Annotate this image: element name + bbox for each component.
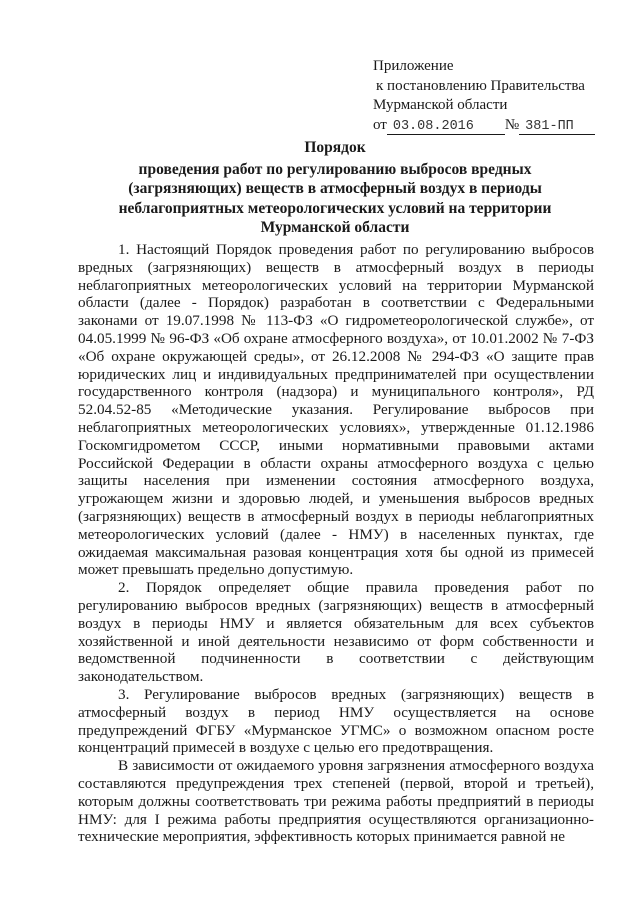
title-heading: Порядок xyxy=(304,139,366,156)
appendix-label: Приложение xyxy=(373,58,454,74)
number-label: № xyxy=(504,116,520,133)
paragraph-3: 3. Регулирование выбросов вредных (загрязняющих) веществ в атмосферный воздух в период НМУ осуществляется на основе предупреждений ФГБУ «Мурманское УГМС» о возможном опасном росте концентраций примесей в воздухе с целью его предотвращения. xyxy=(78,685,594,757)
from-label: от xyxy=(373,116,387,133)
document-title xyxy=(105,138,565,238)
appendix-region: Мурманской области xyxy=(373,97,508,113)
paragraph-1: 1. Настоящий Порядок проведения работ по регулированию выбросов вредных (загрязняющих) веществ в атмосферный воздух в периоды неблагоприятных метеорологических условий на территории Мурманской области (далее - Порядок) разработан в соответствии с Федеральными законами от 19.07.1998 № 113-ФЗ «О гидрометеорологической службе», от 04.05.1999 № 96-ФЗ «Об охране атмосферного воздуха», от 10.01.2002 № 7-ФЗ «Об охране окружающей среды», от 26.12.2008 № 294-ФЗ «О защите прав юридических лиц и индивидуальных предпринимателей при осуществлении государственного контроля (надзора) и муниципального контроля», РД 52.04.52-85 «Методические указания. Регулирование выбросов при неблагоприятных метеорологических условиях», утвержденные 01.12.1986 Госкомгидрометом СССР, иными нормативными правовыми актами Российской Федерации в области охраны атмосферного воздуха с целью защиты населения при изменении состояния атмосферного воздуха, угрожающем жизни и здоровью людей, и уменьшения выбросов вредных (загрязняющих) веществ в атмосферный воздух в периоды неблагоприятных метеорологических условий (далее - НМУ) в населенных пунктах, где ожидаемая максимальная разовая концентрация хотя бы одной из примесей может превышать предельно допустимую. xyxy=(78,241,594,579)
appendix-resolution: к постановлению Правительства xyxy=(376,77,585,94)
appendix-date-number xyxy=(373,116,595,136)
document-date: 03.08.2016 xyxy=(387,119,505,135)
document-number: 381-ПП xyxy=(519,119,595,135)
document-body xyxy=(78,241,594,846)
appendix-block xyxy=(373,57,595,135)
paragraph-2: 2. Порядок определяет общие правила проведения работ по регулированию выбросов вредных (загрязняющих) веществ в атмосферный воздух в периоды НМУ и является обязательным для всех субъектов хозяйственной и иной деятельности независимо от форм собственности и ведомственной подчиненности в соответствии с действующим законодательством. xyxy=(78,579,594,686)
title-subtitle: проведения работ по регулированию выбросов вредных (загрязняющих) веществ в атмосферный воздух в периоды неблагоприятных метеорологических условий на территории Мурманской области xyxy=(118,160,552,236)
paragraph-4: В зависимости от ожидаемого уровня загрязнения атмосферного воздуха составляются предупреждения трех степеней (первой, второй и третьей), которым должны соответствовать три режима работы предприятий в периоды НМУ: для I режима работы предприятия осуществляются организационно-технические мероприятия, эффективность которых принимается равной не xyxy=(78,757,594,846)
